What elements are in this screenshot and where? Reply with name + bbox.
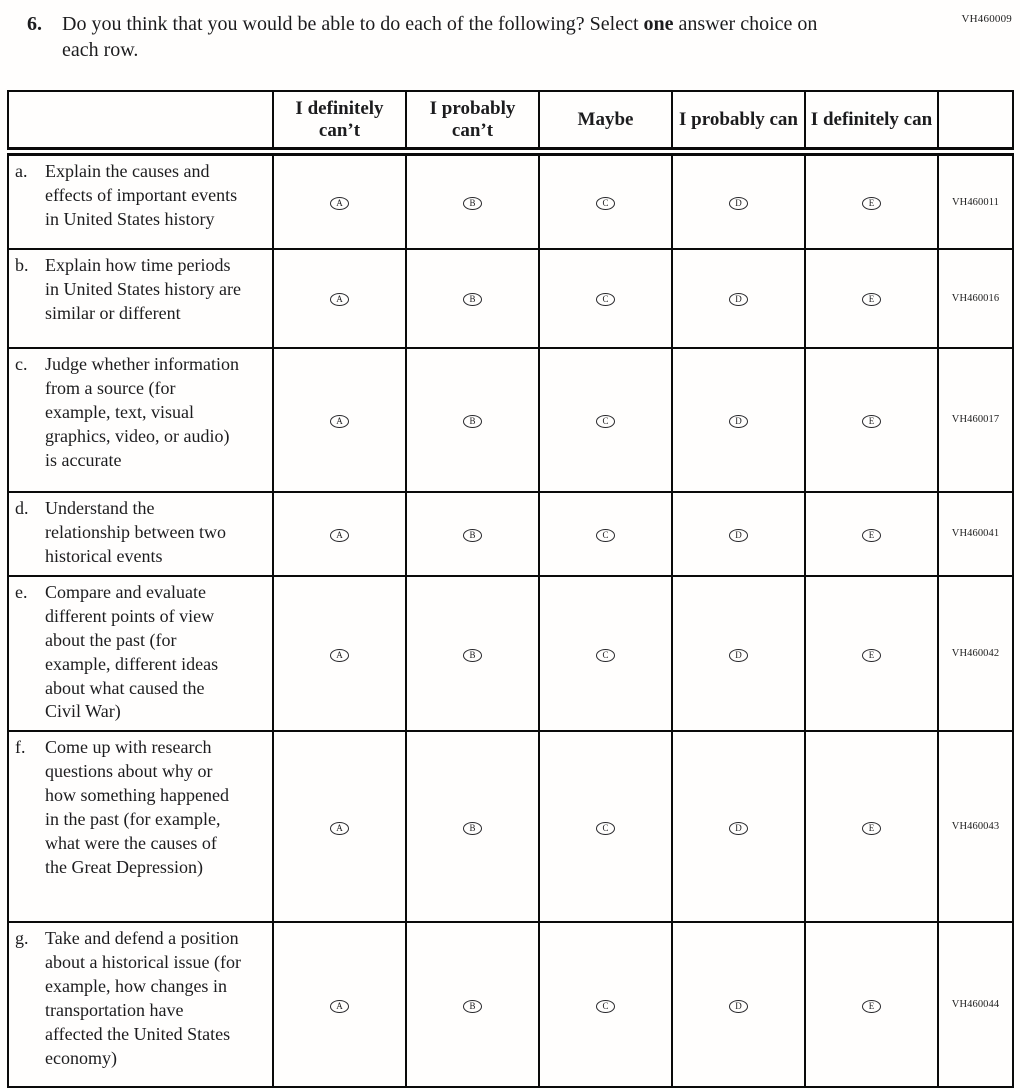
- row-text-e: Compare and evaluate different points of view about the past (for example, different ideas about what caused the Civil War): [45, 581, 219, 722]
- answer-bubble-e-row-a[interactable]: [805, 152, 938, 249]
- answer-bubble-c-row-a[interactable]: [539, 152, 672, 249]
- bubble-letter-b: B: [463, 649, 482, 662]
- bubble-letter-a: A: [330, 293, 349, 306]
- row-text-c: Judge whether information from a source (for example, text, visual graphics, video, or audio) is accurate: [45, 353, 239, 470]
- row-statement-b: [8, 249, 273, 348]
- header-row: [8, 91, 1013, 152]
- bubble-letter-d: D: [729, 649, 748, 662]
- row-text-f: Come up with research questions about why or how something happened in the past (for example, what were the causes of the Great Depression): [45, 737, 229, 878]
- header-empty-code: [938, 91, 1013, 152]
- answer-bubble-b-row-e[interactable]: [406, 576, 539, 732]
- bubble-letter-d: D: [729, 822, 748, 835]
- row-text-a: Explain the causes and effects of important events in United States history: [45, 161, 238, 230]
- bubble-letter-e: E: [862, 822, 881, 835]
- row-label-a: a.: [15, 161, 28, 182]
- bubble-letter-c: C: [596, 529, 615, 542]
- row-code-d: VH460041: [938, 492, 1013, 576]
- answer-bubble-e-row-e[interactable]: [805, 576, 938, 732]
- bubble-letter-e: E: [862, 529, 881, 542]
- table-row-b: [8, 249, 1013, 348]
- table-row-g: [8, 922, 1013, 1087]
- row-statement-f: [8, 731, 273, 922]
- row-text-g: Take and defend a position about a historical issue (for example, how changes in transportation have affected the United States economy): [45, 928, 241, 1069]
- row-statement-a: [8, 152, 273, 249]
- bubble-letter-a: A: [330, 415, 349, 428]
- answer-bubble-d-row-e[interactable]: [672, 576, 805, 732]
- bubble-letter-d: D: [729, 415, 748, 428]
- row-statement-c: [8, 348, 273, 492]
- bubble-letter-a: A: [330, 1000, 349, 1013]
- row-code-b: VH460016: [938, 249, 1013, 348]
- answer-bubble-c-row-d[interactable]: [539, 492, 672, 576]
- question-text-part1: Do you think that you would be able to do each of the following? Select: [62, 13, 644, 35]
- table-row-f: [8, 731, 1013, 922]
- header-empty-statement: [8, 91, 273, 152]
- bubble-letter-c: C: [596, 649, 615, 662]
- bubble-letter-b: B: [463, 197, 482, 210]
- question-text-part2: answer choice on each row.: [62, 13, 818, 62]
- answer-bubble-d-row-c[interactable]: [672, 348, 805, 492]
- bubble-letter-b: B: [463, 415, 482, 428]
- answer-bubble-a-row-e[interactable]: [273, 576, 406, 732]
- row-label-c: c.: [15, 353, 28, 374]
- answer-bubble-d-row-g[interactable]: [672, 922, 805, 1087]
- answer-bubble-b-row-f[interactable]: [406, 731, 539, 922]
- bubble-letter-c: C: [596, 293, 615, 306]
- bubble-letter-a: A: [330, 529, 349, 542]
- answer-bubble-d-row-b[interactable]: [672, 249, 805, 348]
- answer-bubble-e-row-d[interactable]: [805, 492, 938, 576]
- bubble-letter-e: E: [862, 197, 881, 210]
- question-text-bold: one: [643, 13, 674, 35]
- answer-bubble-a-row-a[interactable]: [273, 152, 406, 249]
- answer-bubble-c-row-c[interactable]: [539, 348, 672, 492]
- answer-bubble-c-row-b[interactable]: [539, 249, 672, 348]
- column-header-probably-cant: I probably can’t: [406, 91, 539, 152]
- table-row-e: [8, 576, 1013, 732]
- table-row-c: [8, 348, 1013, 492]
- column-header-maybe: Maybe: [539, 91, 672, 152]
- answer-bubble-e-row-f[interactable]: [805, 731, 938, 922]
- row-statement-d: [8, 492, 273, 576]
- bubble-letter-c: C: [596, 822, 615, 835]
- answer-bubble-b-row-a[interactable]: [406, 152, 539, 249]
- row-text-b: Explain how time periods in United States history are similar or different: [45, 254, 241, 323]
- answer-bubble-e-row-b[interactable]: [805, 249, 938, 348]
- row-statement-g: [8, 922, 273, 1087]
- answer-bubble-c-row-e[interactable]: [539, 576, 672, 732]
- answer-bubble-a-row-d[interactable]: [273, 492, 406, 576]
- bubble-letter-c: C: [596, 197, 615, 210]
- row-code-c: VH460017: [938, 348, 1013, 492]
- bubble-letter-e: E: [862, 1000, 881, 1013]
- bubble-letter-b: B: [463, 529, 482, 542]
- bubble-letter-e: E: [862, 415, 881, 428]
- bubble-letter-a: A: [330, 197, 349, 210]
- row-code-f: VH460043: [938, 731, 1013, 922]
- table-row-d: [8, 492, 1013, 576]
- question-text: [62, 11, 852, 64]
- row-code-e: VH460042: [938, 576, 1013, 732]
- bubble-letter-e: E: [862, 293, 881, 306]
- bubble-letter-c: C: [596, 415, 615, 428]
- answer-bubble-c-row-f[interactable]: [539, 731, 672, 922]
- column-header-probably-can: I probably can: [672, 91, 805, 152]
- answer-bubble-e-row-c[interactable]: [805, 348, 938, 492]
- bubble-letter-c: C: [596, 1000, 615, 1013]
- bubble-letter-d: D: [729, 197, 748, 210]
- table-row-a: [8, 152, 1013, 249]
- row-label-f: f.: [15, 737, 26, 758]
- answer-bubble-e-row-g[interactable]: [805, 922, 938, 1087]
- bubble-letter-a: A: [330, 649, 349, 662]
- answer-bubble-b-row-c[interactable]: [406, 348, 539, 492]
- bubble-letter-b: B: [463, 822, 482, 835]
- answer-bubble-b-row-d[interactable]: [406, 492, 539, 576]
- bubble-letter-a: A: [330, 822, 349, 835]
- row-code-a: VH460011: [938, 152, 1013, 249]
- row-label-g: g.: [15, 928, 29, 949]
- answer-bubble-a-row-b[interactable]: [273, 249, 406, 348]
- row-label-b: b.: [15, 254, 29, 275]
- row-text-d: Understand the relationship between two historical events: [45, 497, 226, 566]
- answer-bubble-c-row-g[interactable]: [539, 922, 672, 1087]
- column-header-definitely-can: I definitely can: [805, 91, 938, 152]
- answer-bubble-b-row-b[interactable]: [406, 249, 539, 348]
- bubble-letter-b: B: [463, 1000, 482, 1013]
- question-block: [27, 11, 1000, 64]
- response-matrix-table: [7, 90, 1014, 1089]
- column-header-definitely-cant: I definitely can’t: [273, 91, 406, 152]
- answer-bubble-d-row-d[interactable]: [672, 492, 805, 576]
- answer-bubble-b-row-g[interactable]: [406, 922, 539, 1087]
- answer-bubble-a-row-g[interactable]: [273, 922, 406, 1087]
- row-statement-e: [8, 576, 273, 732]
- bubble-letter-e: E: [862, 649, 881, 662]
- row-label-e: e.: [15, 581, 28, 602]
- answer-bubble-d-row-f[interactable]: [672, 731, 805, 922]
- answer-bubble-d-row-a[interactable]: [672, 152, 805, 249]
- question-number: 6.: [27, 13, 42, 35]
- bubble-letter-d: D: [729, 293, 748, 306]
- bubble-letter-d: D: [729, 529, 748, 542]
- bubble-letter-b: B: [463, 293, 482, 306]
- bubble-letter-d: D: [729, 1000, 748, 1013]
- answer-bubble-a-row-c[interactable]: [273, 348, 406, 492]
- form-id-code: VH460009: [961, 13, 1012, 25]
- answer-bubble-a-row-f[interactable]: [273, 731, 406, 922]
- row-code-g: VH460044: [938, 922, 1013, 1087]
- row-label-d: d.: [15, 497, 29, 518]
